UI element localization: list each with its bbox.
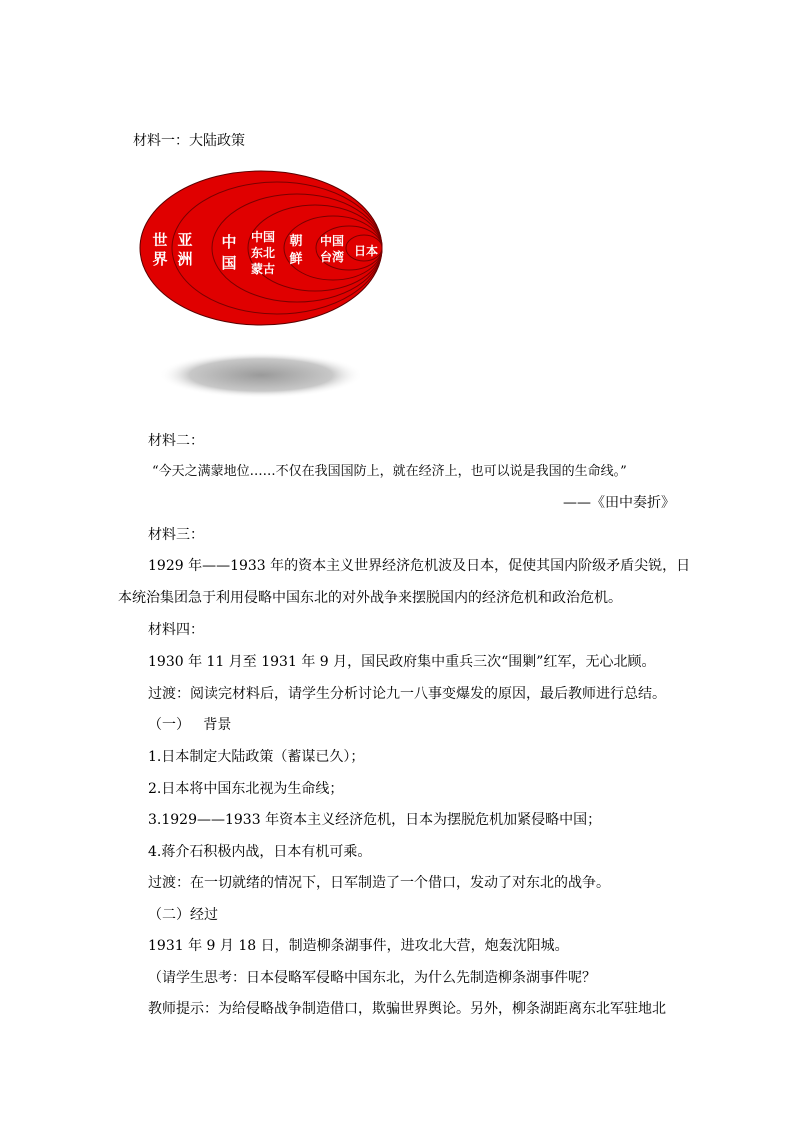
label-riben: 日本 — [353, 244, 379, 258]
material2-source: ——《田中奏折》 — [563, 495, 675, 511]
section1-item-3: 3.1929——1933 年资本主义经济危机，日本为摆脱危机加紧侵略中国； — [148, 812, 602, 828]
label-dongbei-1: 中国 — [250, 230, 276, 244]
section2-heading: （二）经过 — [148, 907, 218, 923]
section1-heading: （一） 背景 — [148, 717, 232, 733]
transition2: 过渡：在一切就绪的情况下，日军制造了一个借口，发动了对东北的战争。 — [148, 875, 610, 891]
material3-line1: 1929 年——1933 年的资本主义世界经济危机波及日本，促使其国内阶级矛盾尖锐，日 — [148, 558, 691, 574]
section2-hint: 教师提示：为给侵略战争制造借口，欺骗世界舆论。另外，柳条湖距离东北军驻地北 — [148, 1001, 666, 1017]
label-dongbei-3: 蒙古 — [250, 262, 276, 276]
transition1: 过渡：阅读完材料后，请学生分析讨论九一八事变爆发的原因，最后教师进行总结。 — [148, 686, 666, 702]
material2-quote: “今天之满蒙地位……不仅在我国国防上，就在经济上，也可以说是我国的生命线。” — [152, 464, 627, 479]
material3-label: 材料三： — [148, 527, 204, 543]
section1-item-2: 2.日本将中国东北视为生命线； — [148, 781, 344, 797]
section1-item-1: 1.日本制定大陆政策（蓄谋已久）； — [148, 749, 365, 765]
label-chaoxian-1: 朝 — [289, 234, 303, 249]
material1-label: 材料一：大陆政策 — [133, 133, 245, 149]
label-zhongguo-2: 国 — [221, 254, 237, 272]
label-dongbei-2: 东北 — [250, 246, 276, 260]
material4-line1: 1930 年 11 月至 1931 年 9 月，国民政府集中重兵三次“围剿”红军，无心北顾。 — [148, 654, 656, 670]
label-shijie-2: 界 — [152, 250, 168, 268]
label-chaoxian-2: 鲜 — [289, 252, 303, 267]
diagram-shadow — [159, 352, 363, 398]
section2-line1: 1931 年 9 月 18 日，制造柳条湖事件，进攻北大营，炮轰沈阳城。 — [148, 938, 569, 954]
label-taiwan-2: 台湾 — [319, 250, 345, 264]
label-taiwan-1: 中国 — [319, 234, 345, 248]
section2-question: （请学生思考：日本侵略军侵略中国东北，为什么先制造柳条湖事件呢？ — [148, 970, 596, 986]
continental-policy-diagram — [138, 165, 398, 415]
label-shijie-1: 世 — [152, 231, 168, 249]
label-yazhou-2: 洲 — [177, 250, 193, 268]
label-yazhou-1: 亚 — [177, 231, 193, 249]
material2-label: 材料二： — [148, 433, 204, 449]
label-zhongguo-1: 中 — [221, 233, 237, 251]
material4-label: 材料四： — [148, 622, 204, 638]
ellipse-diagram-svg — [138, 165, 398, 415]
material3-line2: 本统治集团急于利用侵略中国东北的对外战争来摆脱国内的经济危机和政治危机。 — [118, 590, 622, 606]
section1-item-4: 4.蒋介石积极内战，日本有机可乘。 — [148, 844, 372, 860]
